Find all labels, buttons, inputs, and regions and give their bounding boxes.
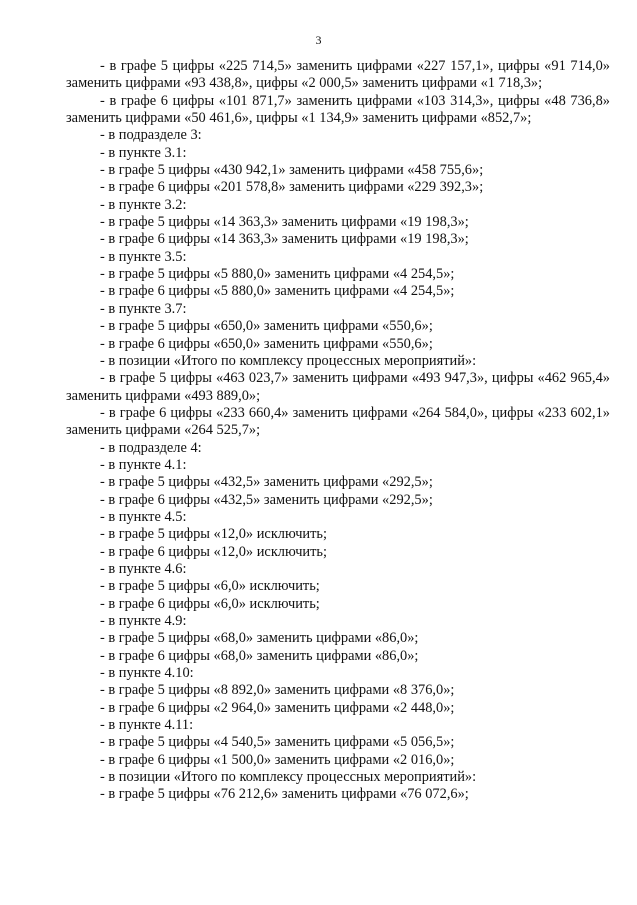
list-line: - в графе 5 цифры «76 212,6» заменить цифрами «76 072,6»; <box>100 786 469 803</box>
list-line: - в пункте 4.1: <box>100 456 187 473</box>
list-line: - в позиции «Итого по комплексу процессных мероприятий»: <box>100 352 477 369</box>
subsection-4-list <box>66 440 610 804</box>
list-line: - в пункте 4.5: <box>100 508 187 525</box>
list-line: - в пункте 3.5: <box>100 248 187 265</box>
list-line: - в графе 6 цифры «2 964,0» заменить цифрами «2 448,0»; <box>100 699 455 716</box>
list-line: - в графе 6 цифры «14 363,3» заменить цифрами «19 198,3»; <box>100 231 469 248</box>
list-line: - в графе 6 цифры «12,0» исключить; <box>100 543 327 560</box>
page-number: 3 <box>315 33 322 47</box>
list-line: - в графе 5 цифры «432,5» заменить цифрами «292,5»; <box>100 474 433 491</box>
list-line: - в пункте 4.11: <box>100 717 194 734</box>
list-line: - в графе 5 цифры «68,0» заменить цифрами «86,0»; <box>100 630 419 647</box>
list-line: - в графе 6 цифры «5 880,0» заменить цифрами «4 254,5»; <box>100 283 455 300</box>
list-line: - в позиции «Итого по комплексу процессных мероприятий»: <box>100 769 477 786</box>
list-line: - в графе 6 цифры «68,0» заменить цифрами «86,0»; <box>100 647 419 664</box>
list-line: - в пункте 4.10: <box>100 665 194 682</box>
list-line: - в графе 5 цифры «12,0» исключить; <box>100 526 327 543</box>
list-line: - в графе 6 цифры «650,0» заменить цифрами «550,6»; <box>100 335 433 352</box>
list-line: - в графе 5 цифры «14 363,3» заменить цифрами «19 198,3»; <box>100 214 469 231</box>
list-line: - в графе 6 цифры «1 500,0» заменить цифрами «2 016,0»; <box>100 751 455 768</box>
list-line: - в графе 5 цифры «650,0» заменить цифрами «550,6»; <box>100 318 433 335</box>
list-line: - в пункте 3.7: <box>100 300 187 317</box>
paragraph-graph5-section2: - в графе 5 цифры «225 714,5» заменить цифрами «227 157,1», цифры «91 714,0» заменить цифрами «93 438,8», цифры «2 000,5» заменить цифрами «1 718,3»; <box>66 58 610 92</box>
list-line: - в пункте 3.1: <box>100 144 187 161</box>
list-line: - в подразделе 4: <box>100 439 202 456</box>
list-line: - в пункте 4.9: <box>100 613 187 629</box>
list-line: - в графе 6 цифры «432,5» заменить цифрами «292,5»; <box>100 491 433 508</box>
paragraph-total-graph5: - в графе 5 цифры «463 023,7» заменить цифрами «493 947,3», цифры «462 965,4» заменить цифрами «493 889,0»; <box>66 370 610 404</box>
list-line: - в подразделе 3: <box>100 127 202 144</box>
list-line: - в пункте 3.2: <box>100 196 187 213</box>
list-line: - в графе 6 цифры «201 578,8» заменить цифрами «229 392,3»; <box>100 179 484 196</box>
list-line: - в пункте 4.6: <box>100 560 187 577</box>
list-line: - в графе 6 цифры «6,0» исключить; <box>100 595 320 612</box>
document-body <box>66 58 610 804</box>
list-line: - в графе 5 цифры «5 880,0» заменить цифрами «4 254,5»; <box>100 266 455 283</box>
subsection-3-list <box>66 127 610 370</box>
list-line: - в графе 5 цифры «8 892,0» заменить цифрами «8 376,0»; <box>100 682 455 699</box>
list-line: - в графе 5 цифры «430 942,1» заменить цифрами «458 755,6»; <box>100 162 484 179</box>
list-line: - в графе 5 цифры «6,0» исключить; <box>100 578 320 595</box>
paragraph-graph6-section2: - в графе 6 цифры «101 871,7» заменить цифрами «103 314,3», цифры «48 736,8» заменить цифрами «50 461,6», цифры «1 134,9» заменить цифрами «852,7»; <box>66 92 610 127</box>
paragraph-total-graph6: - в графе 6 цифры «233 660,4» заменить цифрами «264 584,0», цифры «233 602,1» заменить цифрами «264 525,7»; <box>66 404 610 439</box>
list-line: - в графе 5 цифры «4 540,5» заменить цифрами «5 056,5»; <box>100 734 455 751</box>
